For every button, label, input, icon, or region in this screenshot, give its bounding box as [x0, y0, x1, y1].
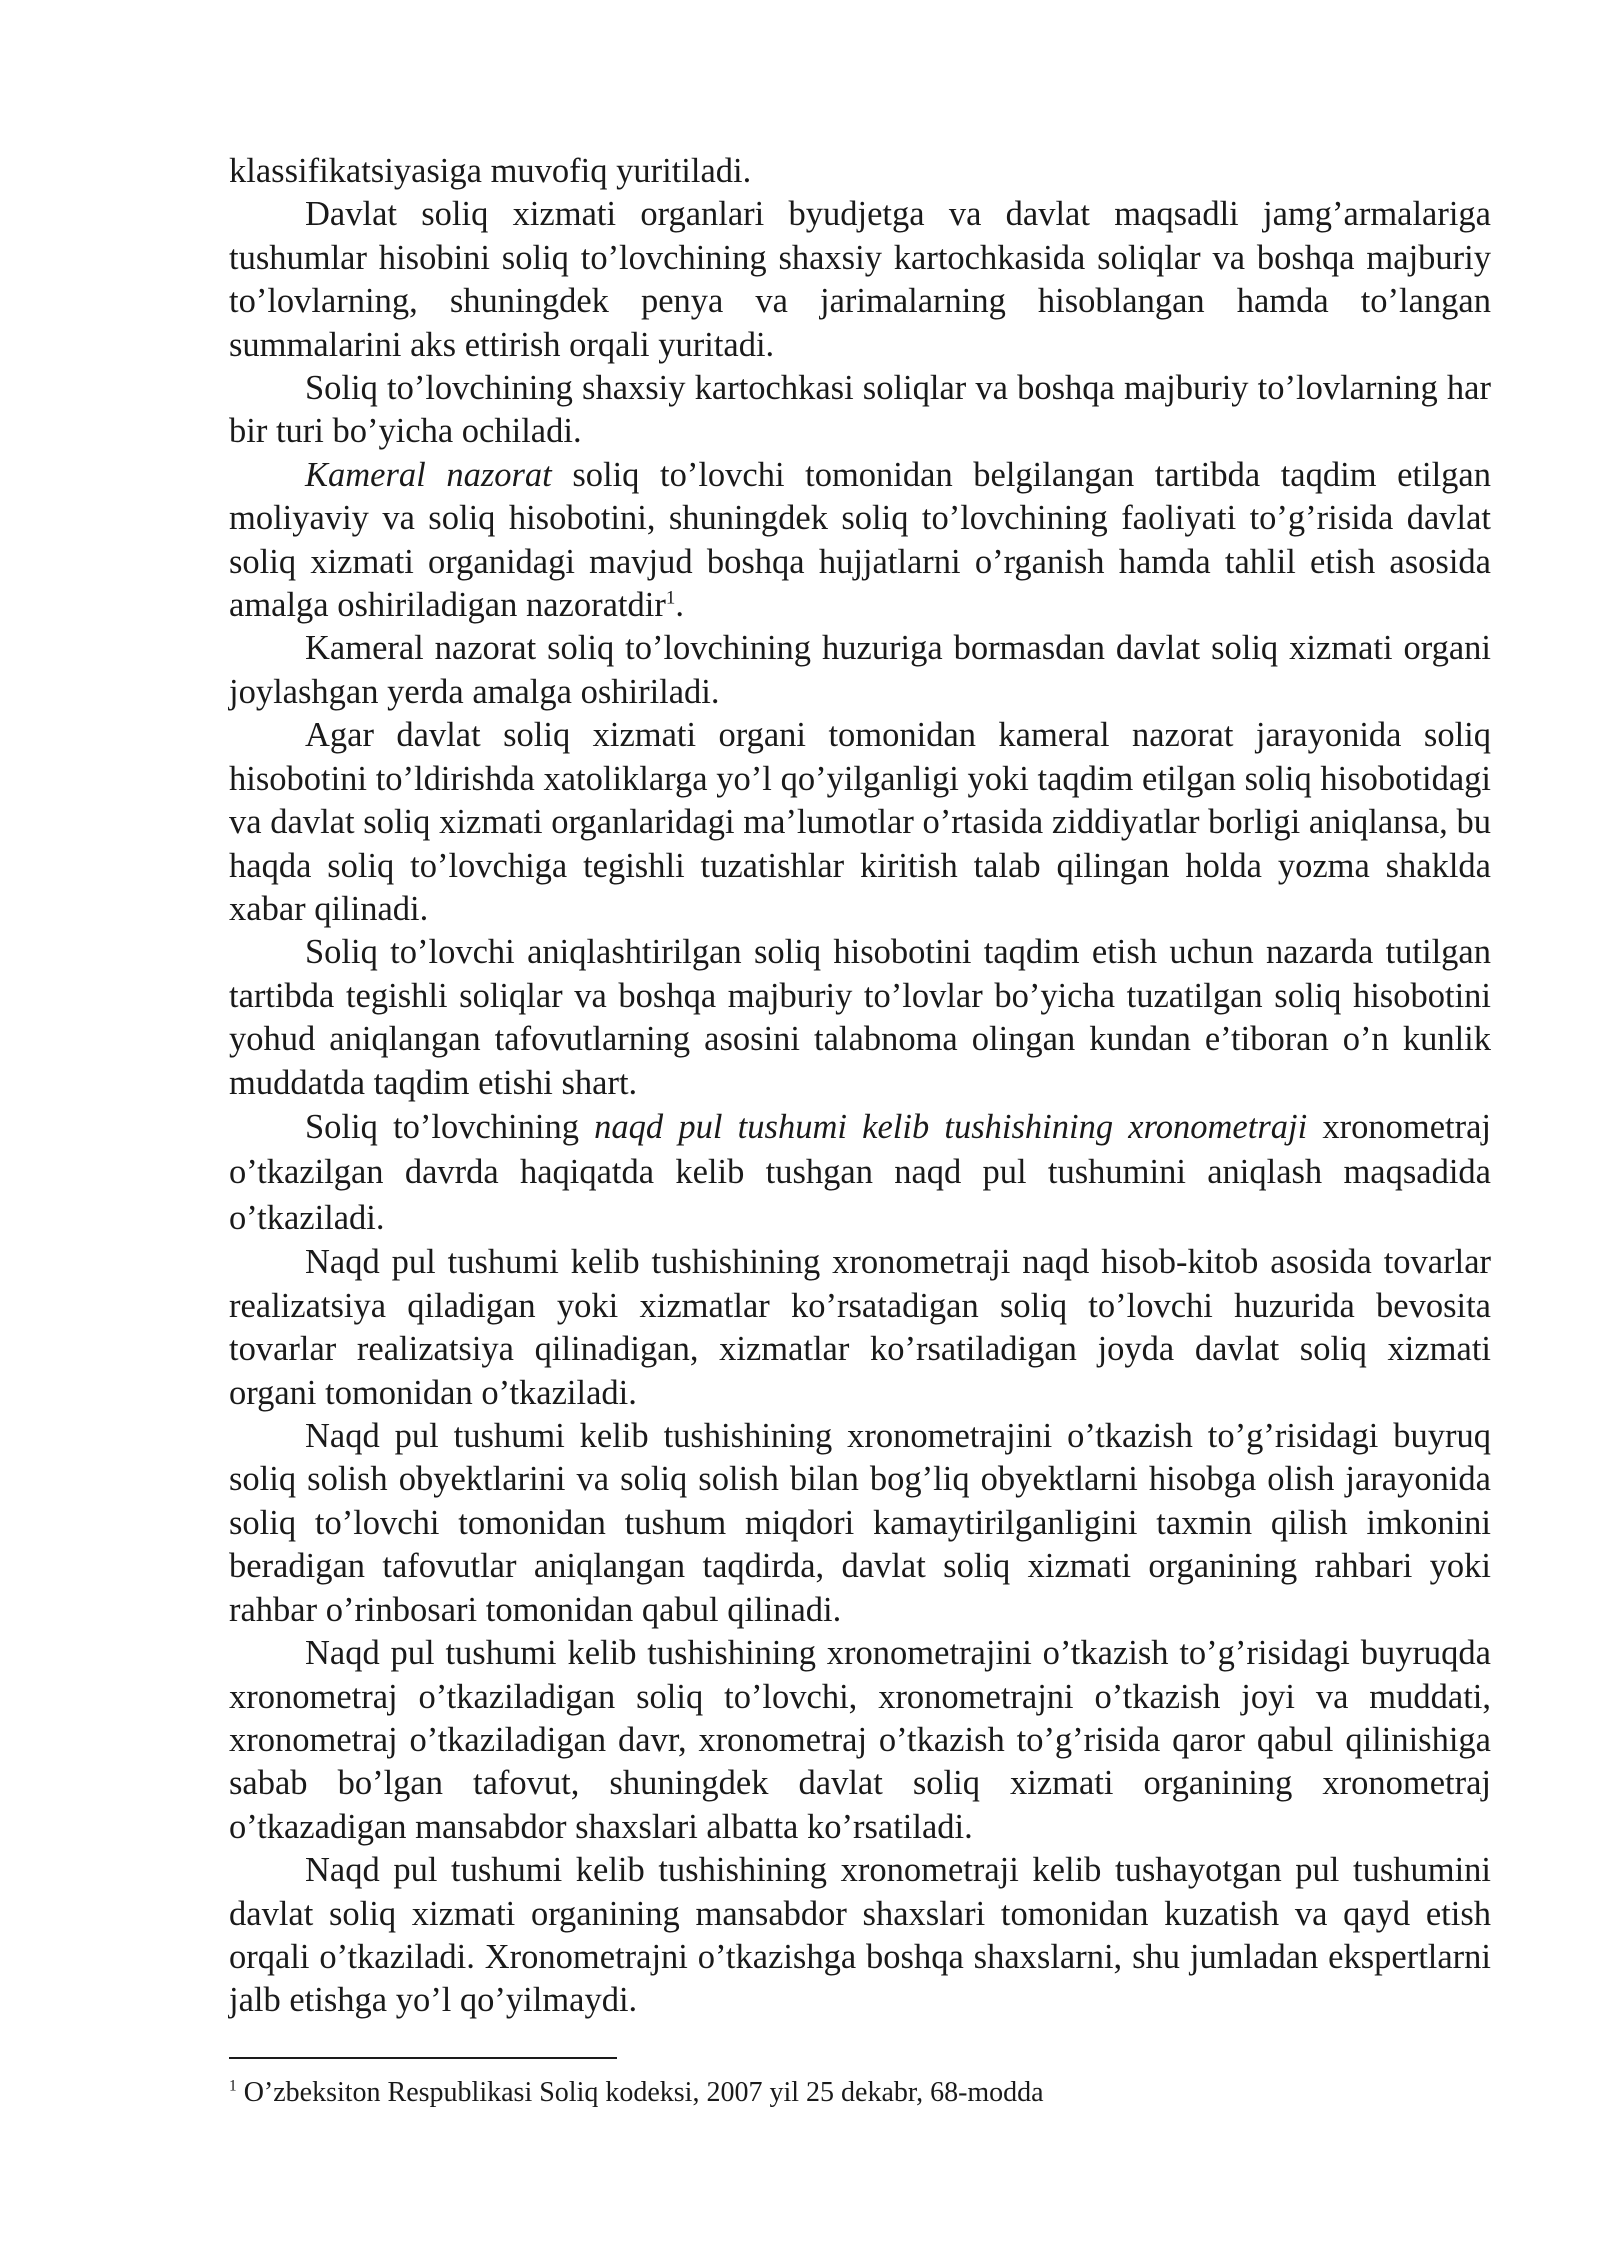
paragraph: Naqd pul tushumi kelib tushishining xronometrajini o’tkazish to’g’risidagi buyruq soliq solish obyektlarini va soliq solish bilan bog’liq obyektlarni hisobga olish jarayonida soliq to’lovchi tomonidan tushum miqdori kamaytirilganligini taxmin qilish imkonini beradigan tafovutlar aniqlangan taqdirda, davlat soliq xizmati organining rahbari yoki rahbar o’rinbosari tomonidan qabul qilinadi.	[229, 1417, 1491, 1629]
footnote-separator	[229, 2057, 617, 2059]
paragraph-text: xronometraj o’tkazilgan davrda haqiqatda kelib tushgan naqd pul tushumini aniqlash maqsadida o’tkaziladi.	[229, 1107, 1492, 1237]
italic-term: naqd pul tushumi kelib tushishining xronometraji	[594, 1107, 1308, 1146]
paragraph-text: soliq to’lovchi tomonidan belgilangan tartibda taqdim etilgan moliyaviy va soliq hisobotini, shuningdek soliq to’lovchining faoliyati to’g’risida davlat soliq xizmati organidagi mavjud boshqa hujjatlarni o’rganish hamda tahlil etish asosida amalga oshiriladigan nazoratdir	[229, 455, 1491, 625]
footnote-reference[interactable]: 1	[665, 587, 676, 609]
paragraph: Agar davlat soliq xizmati organi tomonidan kameral nazorat jarayonida soliq hisobotini to’ldirishda xatoliklarga yo’l qo’yilganligi yoki taqdim etilgan soliq hisobotidagi va davlat soliq xizmati organlaridagi ma’lumotlar o’rtasida ziddiyatlar borligi aniqlansa, bu haqda soliq to’lovchiga tegishli tuzatishlar kiritish talab qilingan holda yozma shaklda xabar qilinadi.	[229, 716, 1491, 928]
paragraph-continuation: klassifikatsiyasiga muvofiq yuritiladi.	[229, 152, 752, 190]
paragraph: Naqd pul tushumi kelib tushishining xronometraji kelib tushayotgan pul tushumini davlat soliq xizmati organining mansabdor shaxslari tomonidan kuzatish va qayd etish orqali o’tkaziladi. Xronometrajni o’tkazishga boshqa shaxslarni, shu jumladan ekspertlarni jalb etishga yo’l qo’yilmaydi.	[229, 1851, 1491, 2020]
paragraph: Soliq to’lovchi aniqlashtirilgan soliq hisobotini taqdim etish uchun nazarda tutilgan tartibda tegishli soliqlar va boshqa majburiy to’lovlar bo’yicha tuzatilgan soliq hisobotini yohud aniqlangan tafovutlarning asosini talabnoma olingan kundan e’tiboran o’n kunlik muddatda taqdim etishi shart.	[229, 933, 1491, 1102]
paragraph: Naqd pul tushumi kelib tushishining xronometrajini o’tkazish to’g’risidagi buyruqda xronometraj o’tkaziladigan soliq to’lovchi, xronometrajni o’tkazish joyi va muddati, xronometraj o’tkaziladigan davr, xronometraj o’tkazish to’g’risida qaror qabul qilinishiga sabab bo’lgan tafovut, shuningdek davlat soliq xizmati organining xronometraj o’tkazadigan mansabdor shaxslari albatta ko’rsatiladi.	[229, 1634, 1491, 1846]
paragraph: Naqd pul tushumi kelib tushishining xronometraji naqd hisob-kitob asosida tovarlar realizatsiya qiladigan yoki xizmatlar ko’rsatadigan soliq to’lovchi huzurida bevosita tovarlar realizatsiya qilinadigan, xizmatlar ko’rsatiladigan joyda davlat soliq xizmati organi tomonidan o’tkaziladi.	[229, 1243, 1491, 1412]
paragraph: Soliq to’lovchining shaxsiy kartochkasi soliqlar va boshqa majburiy to’lovlarning har bir turi bo’yicha ochiladi.	[229, 369, 1491, 451]
footnote	[229, 2075, 1491, 2111]
paragraph-lead: Soliq to’lovchining	[305, 1107, 595, 1146]
paragraph-xronometraj-definition	[229, 1105, 1491, 1242]
footnote-text: O’zbeksiton Respublikasi Soliq kodeksi, 2007 yil 25 dekabr, 68-modda	[236, 2077, 1044, 2108]
footnote-marker: 1	[229, 2077, 237, 2095]
page-body	[229, 150, 1491, 2023]
paragraph: Davlat soliq xizmati organlari byudjetga va davlat maqsadli jamg’armalariga tushumlar hisobini soliq to’lovchining shaxsiy kartochkasida soliqlar va boshqa majburiy to’lovlarning, shuningdek penya va jarimalarning hisoblangan hamda to’langan summalarini aks ettirish orqali yuritadi.	[229, 195, 1491, 364]
paragraph-text-end: .	[675, 586, 684, 625]
italic-term: Kameral nazorat	[305, 455, 552, 494]
paragraph-kameral-nazorat-definition	[229, 454, 1491, 628]
paragraph: Kameral nazorat soliq to’lovchining huzuriga bormasdan davlat soliq xizmati organi joylashgan yerda amalga oshiriladi.	[229, 629, 1491, 711]
